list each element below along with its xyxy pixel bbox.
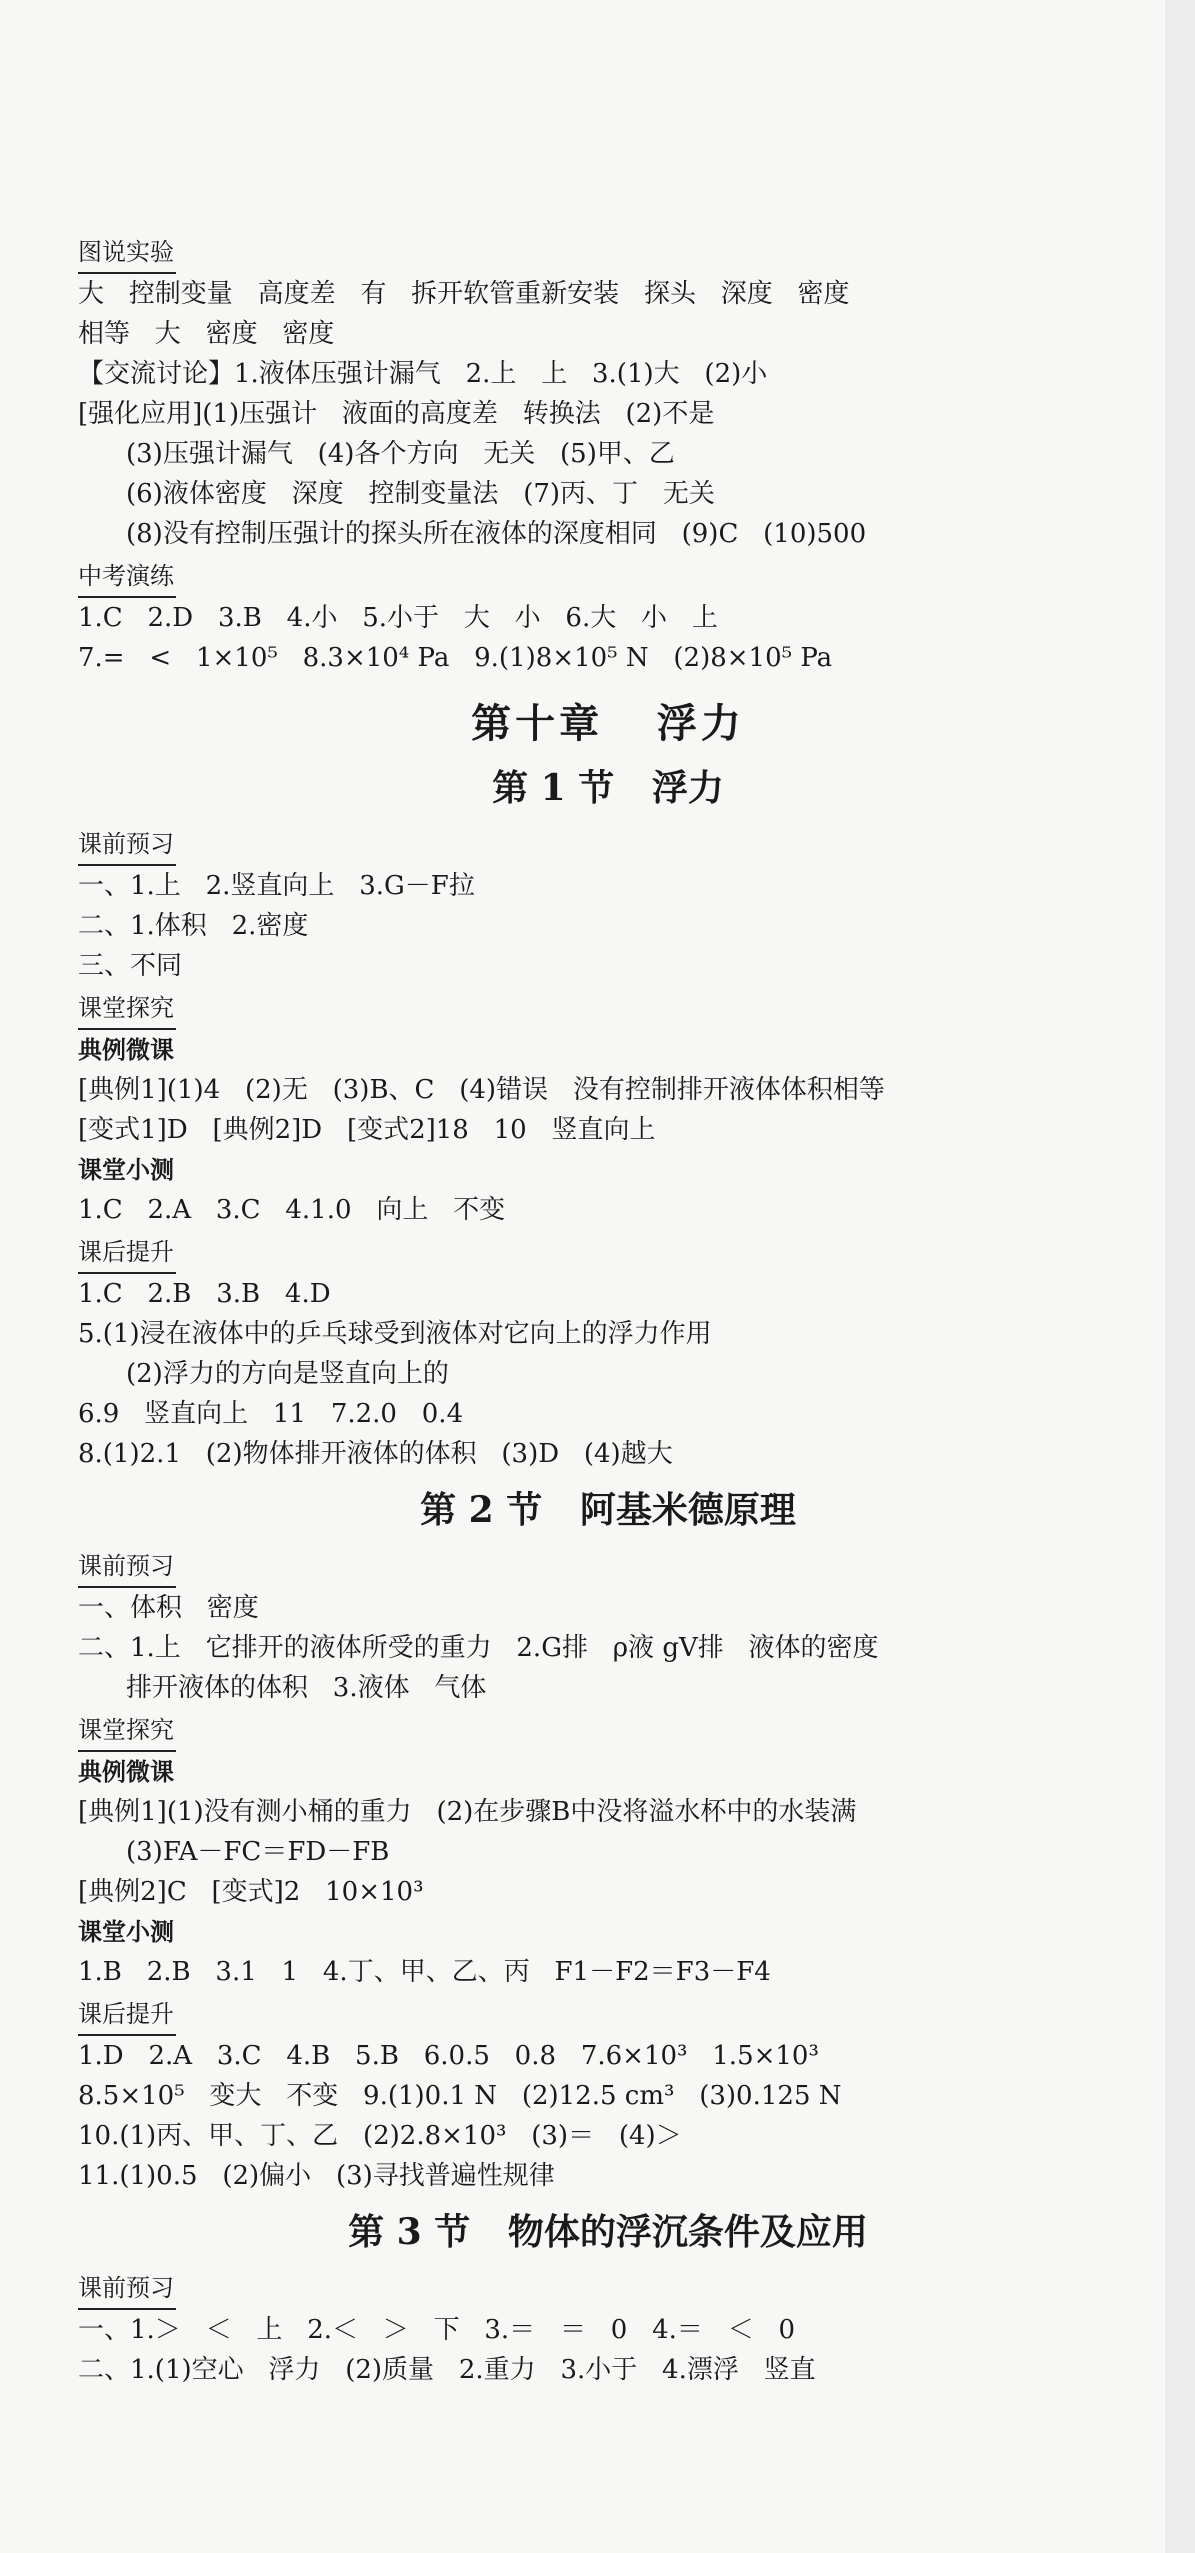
section-header-preview: 课前预习 (78, 2268, 176, 2310)
section-header-after: 课后提升 (78, 1232, 176, 1274)
answer-line: 6.9 竖直向上 11 7.2.0 0.4 (78, 1399, 464, 1429)
answer-line: 二、1.上 它排开的液体所受的重力 2.G排 ρ液 gV排 液体的密度 (78, 1633, 879, 1663)
section-header-preview: 课前预习 (78, 824, 176, 866)
answer-line: [典例2]C [变式]2 10×10³ (78, 1877, 424, 1907)
section-header-zhongkao: 中考演练 (78, 556, 176, 598)
subheader-test: 课堂小测 (78, 1156, 174, 1184)
chapter-title: 第十章 浮力 (471, 700, 745, 747)
answer-line: [强化应用](1)压强计 液面的高度差 转换法 (2)不是 (78, 399, 715, 429)
answer-line: 一、1.上 2.竖直向上 3.G－F拉 (78, 871, 475, 901)
section-title-2: 第 2 节 阿基米德原理 (420, 1489, 796, 1531)
section-title-3: 第 3 节 物体的浮沉条件及应用 (348, 2211, 868, 2253)
answer-line: 1.C 2.A 3.C 4.1.0 向上 不变 (78, 1195, 506, 1225)
section-title-1: 第 1 节 浮力 (492, 767, 724, 809)
subheader-example: 典例微课 (78, 1758, 174, 1786)
section-header-explore: 课堂探究 (78, 988, 176, 1030)
subheader-example: 典例微课 (78, 1036, 174, 1064)
answer-line: (3)压强计漏气 (4)各个方向 无关 (5)甲、乙 (126, 439, 675, 469)
answer-line: 三、不同 (78, 951, 183, 981)
answer-line: [典例1](1)没有测小桶的重力 (2)在步骤B中没将溢水杯中的水装满 (78, 1797, 857, 1827)
answer-line: (3)FA－FC＝FD－FB (126, 1837, 390, 1867)
answer-line: 大 控制变量 高度差 有 拆开软管重新安装 探头 深度 密度 (78, 279, 850, 309)
section-header-experiment: 图说实验 (78, 232, 176, 274)
section-header-after: 课后提升 (78, 1994, 176, 2036)
section-header-preview: 课前预习 (78, 1546, 176, 1588)
answer-line: 相等 大 密度 密度 (78, 319, 335, 349)
answer-line: [典例1](1)4 (2)无 (3)B、C (4)错误 没有控制排开液体体积相等 (78, 1075, 885, 1105)
answer-line: 1.D 2.A 3.C 4.B 5.B 6.0.5 0.8 7.6×10³ 1.5×10³ (78, 2041, 819, 2071)
answer-line: (8)没有控制压强计的探头所在液体的深度相同 (9)C (10)500 (126, 519, 867, 549)
answer-line: 1.B 2.B 3.1 1 4.丁、甲、乙、丙 F1－F2＝F3－F4 (78, 1957, 771, 1987)
answer-line: 5.(1)浸在液体中的乒乓球受到液体对它向上的浮力作用 (78, 1319, 712, 1349)
answer-line: 7.= < 1×10⁵ 8.3×10⁴ Pa 9.(1)8×10⁵ N (2)8×10⁵ Pa (78, 643, 833, 673)
answer-line: 【交流讨论】1.液体压强计漏气 2.上 上 3.(1)大 (2)小 (78, 359, 768, 389)
answer-line: 一、体积 密度 (78, 1593, 259, 1623)
answer-line: 8.5×10⁵ 变大 不变 9.(1)0.1 N (2)12.5 cm³ (3)0.125 N (78, 2081, 842, 2111)
answer-content (78, 230, 1138, 2390)
answer-line: 1.C 2.D 3.B 4.小 5.小于 大 小 6.大 小 上 (78, 603, 718, 633)
answer-line: 排开液体的体积 3.液体 气体 (126, 1673, 487, 1703)
answer-line: [变式1]D [典例2]D [变式2]18 10 竖直向上 (78, 1115, 656, 1145)
answer-line: 一、1.＞ ＜ 上 2.＜ ＞ 下 3.＝ ＝ 0 4.＝ ＜ 0 (78, 2315, 796, 2345)
answer-line: 10.(1)丙、甲、丁、乙 (2)2.8×10³ (3)＝ (4)＞ (78, 2121, 682, 2151)
answer-line: 二、1.体积 2.密度 (78, 911, 309, 941)
section-header-explore: 课堂探究 (78, 1710, 176, 1752)
answer-line: 8.(1)2.1 (2)物体排开液体的体积 (3)D (4)越大 (78, 1439, 673, 1469)
answer-line: (6)液体密度 深度 控制变量法 (7)丙、丁 无关 (126, 479, 715, 509)
answer-line: (2)浮力的方向是竖直向上的 (126, 1359, 449, 1389)
answer-line: 二、1.(1)空心 浮力 (2)质量 2.重力 3.小于 4.漂浮 竖直 (78, 2355, 816, 2385)
subheader-test: 课堂小测 (78, 1918, 174, 1946)
answer-line: 11.(1)0.5 (2)偏小 (3)寻找普遍性规律 (78, 2161, 555, 2191)
answer-line: 1.C 2.B 3.B 4.D (78, 1279, 331, 1309)
